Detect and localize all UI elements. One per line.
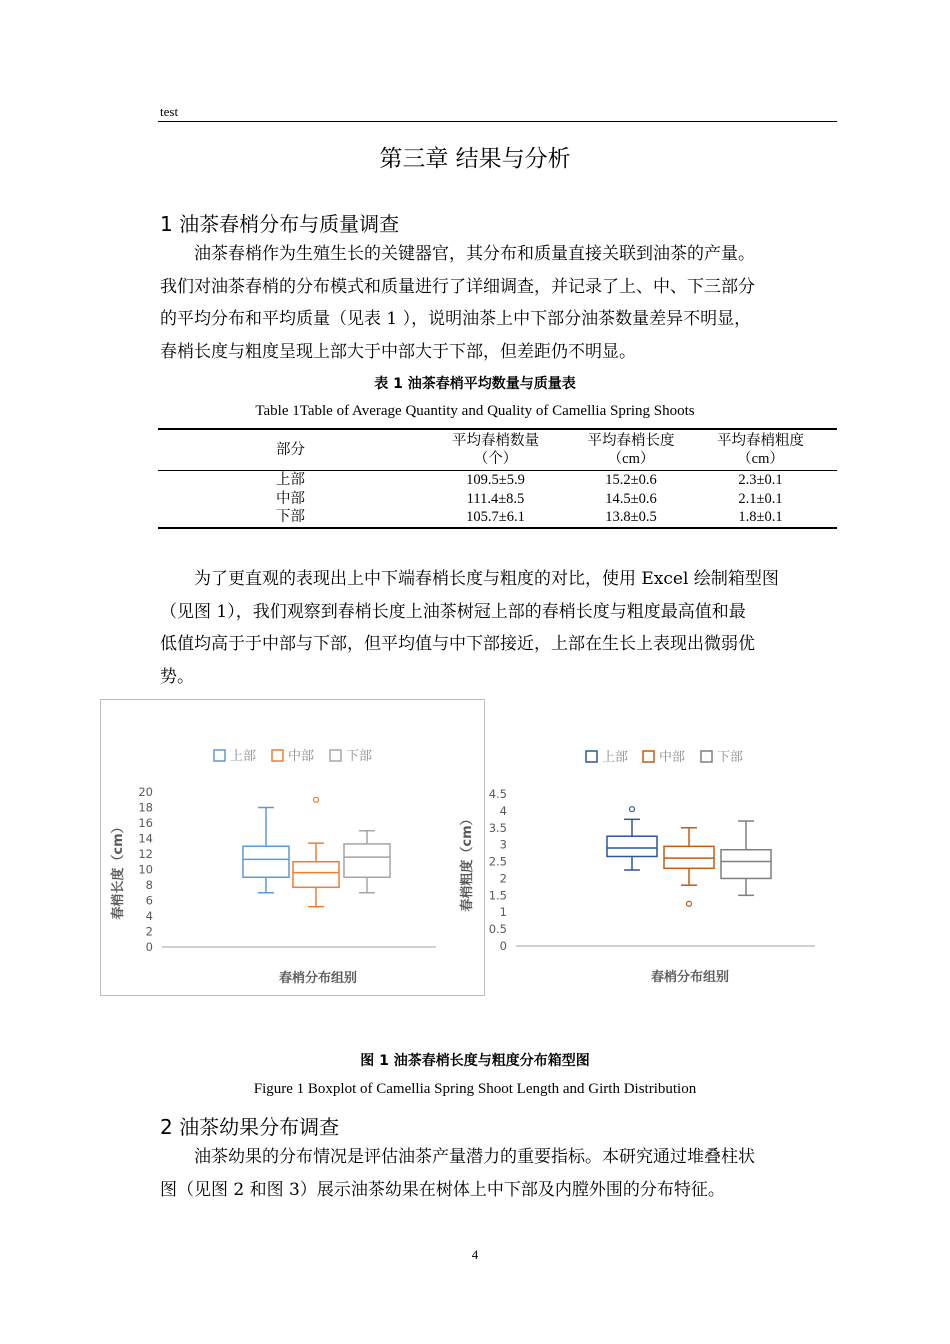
section2-paragraph — [160, 1141, 837, 1206]
outlier-point — [687, 901, 692, 906]
outlier-point — [630, 807, 635, 812]
table-cell: 15.2±0.6 — [605, 472, 657, 488]
table-header-row — [158, 429, 837, 471]
figure-caption-cn: 图 1 油茶春梢长度与粗度分布箱型图 — [360, 1053, 590, 1069]
para-line: 的平均分布和平均质量（见表 1 ），说明油茶上中下部分油茶数量差异不明显， — [160, 309, 752, 329]
y-tick-label: 0 — [499, 939, 507, 953]
table-cell: 2.3±0.1 — [738, 472, 783, 488]
page-number: 4 — [471, 1247, 479, 1262]
y-tick-label: 14 — [138, 831, 153, 846]
legend-swatch — [330, 750, 341, 761]
y-tick-label: 4.5 — [488, 787, 507, 801]
legend-label: 下部 — [346, 749, 373, 764]
para-line: 为了更直观的表现出上中下端春梢长度与粗度的对比，使用 Excel 绘制箱型图 — [194, 569, 779, 589]
legend-swatch — [272, 750, 283, 761]
table-header-cell: 部分 — [276, 442, 305, 458]
box-body — [293, 862, 339, 888]
para-line: 低值均高于于中部与下部，但平均值与中下部接近，上部在生长上表现出微弱优 — [160, 634, 755, 654]
section1-paragraph1 — [160, 238, 837, 368]
legend-label: 上部 — [230, 749, 257, 764]
y-axis-label: 春梢长度（cm） — [111, 820, 126, 920]
page-header-text: test — [160, 104, 179, 119]
chapter-title: 第三章 结果与分析 — [379, 146, 571, 172]
outlier-point — [314, 797, 319, 802]
y-tick-label: 12 — [138, 847, 153, 861]
y-tick-label: 2 — [145, 924, 153, 939]
figure-caption-en: Figure 1 Boxplot of Camellia Spring Shoot Length and Girth Distribution — [253, 1081, 697, 1097]
legend-label: 中部 — [659, 750, 686, 765]
y-tick-label: 4 — [499, 803, 507, 818]
para-line: 油茶幼果的分布情况是评估油茶产量潜力的重要指标。本研究通过堆叠柱状 — [194, 1147, 755, 1167]
table-caption-cn: 表 1 油茶春梢平均数量与质量表 — [374, 376, 576, 392]
box-body — [243, 846, 289, 877]
table-row — [158, 471, 837, 490]
y-tick-label: 16 — [138, 816, 153, 830]
table-cell: 上部 — [276, 472, 305, 488]
para-line: （见图 1），我们观察到春梢长度上油茶树冠上部的春梢长度与粗度最高值和最 — [160, 601, 746, 622]
y-tick-label: 1 — [499, 905, 507, 920]
legend-swatch — [586, 751, 597, 762]
table-cell: 中部 — [276, 490, 305, 507]
table-cell: 105.7±6.1 — [466, 509, 525, 525]
legend-swatch — [643, 751, 654, 762]
table-cell: 下部 — [276, 509, 305, 525]
legend-label: 上部 — [602, 750, 629, 765]
x-axis-label: 春梢分布组别 — [278, 971, 358, 986]
section1-paragraph2 — [160, 563, 837, 693]
para-line: 春梢长度与粗度呈现上部大于中部大于下部，但差距仍不明显。 — [160, 341, 636, 362]
table-header-cell: 平均春梢粗度 （cm） — [717, 433, 804, 467]
box-body — [344, 844, 390, 877]
data-table — [158, 428, 837, 529]
legend-label: 下部 — [717, 750, 744, 765]
y-tick-label: 6 — [145, 893, 153, 908]
y-tick-label: 1.5 — [488, 888, 507, 903]
table-cell: 111.4±8.5 — [466, 490, 525, 507]
table-cell: 13.8±0.5 — [605, 509, 657, 525]
y-tick-label: 0 — [145, 940, 153, 954]
table-cell: 14.5±0.6 — [605, 490, 657, 507]
y-tick-label: 2 — [499, 871, 507, 886]
para-line: 油茶春梢作为生殖生长的关键器官，其分布和质量直接关联到油茶的产量。 — [194, 244, 755, 264]
girth-boxplot — [459, 749, 815, 985]
section2-title: 2 油茶幼果分布调查 — [160, 1115, 340, 1139]
table-row — [158, 508, 837, 528]
y-tick-label: 10 — [138, 862, 153, 877]
para-line: 势。 — [160, 666, 194, 687]
y-tick-label: 8 — [145, 878, 153, 892]
table-row — [158, 490, 837, 509]
box-body — [721, 850, 771, 879]
length-boxplot — [110, 748, 436, 986]
legend-label: 中部 — [288, 749, 315, 764]
y-tick-label: 2.5 — [488, 854, 507, 869]
table-cell: 109.5±5.9 — [466, 472, 525, 488]
y-tick-label: 20 — [138, 785, 153, 799]
table-cell: 2.1±0.1 — [738, 490, 783, 507]
section1-title: 1 油茶春梢分布与质量调查 — [160, 212, 400, 236]
y-tick-label: 0.5 — [488, 922, 507, 937]
box-body — [664, 846, 714, 868]
y-tick-label: 4 — [145, 909, 153, 923]
boxplot-figure — [0, 690, 950, 1010]
legend-swatch — [701, 751, 712, 762]
table-cell: 1.8±0.1 — [738, 509, 783, 525]
box-body — [607, 836, 657, 856]
para-line: 图（见图 2 和图 3）展示油茶幼果在树体上中下部及内膛外围的分布特征。 — [160, 1179, 725, 1200]
table-header-cell: 平均春梢数量 （个） — [452, 433, 539, 467]
y-tick-label: 18 — [138, 800, 153, 815]
y-tick-label: 3.5 — [488, 820, 507, 835]
y-tick-label: 3 — [499, 837, 507, 852]
header-rule — [158, 121, 837, 122]
y-axis-label: 春梢粗度（cm） — [460, 812, 475, 912]
table-header-cell: 平均春梢长度 （cm） — [587, 433, 675, 467]
x-axis-label: 春梢分布组别 — [650, 970, 730, 985]
para-line: 我们对油茶春梢的分布模式和质量进行了详细调查，并记录了上、中、下三部分 — [160, 276, 755, 297]
legend-swatch — [214, 750, 225, 761]
table-caption-en: Table 1Table of Average Quantity and Quality of Camellia Spring Shoots — [255, 403, 695, 419]
